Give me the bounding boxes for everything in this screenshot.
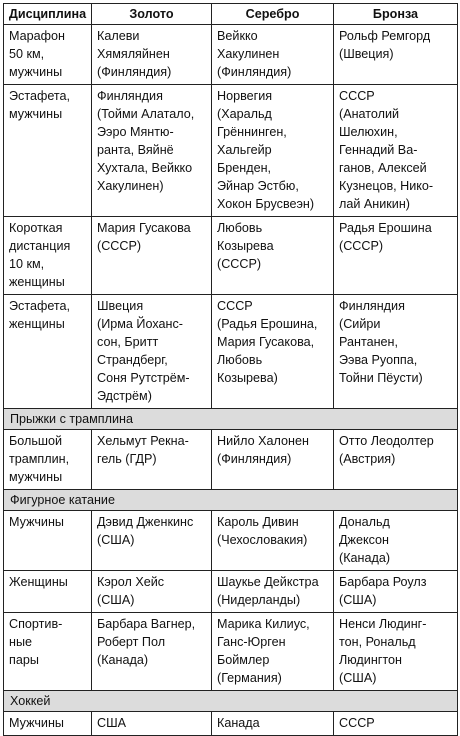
bronze-cell: Ненси Людинг- тон, Рональд Людингтон (США) [334,613,458,691]
bronze-cell: СССР [334,712,458,736]
header-bronze: Бронза [334,4,458,25]
discipline-cell: Эстафета, мужчины [4,85,92,217]
gold-cell: Хельмут Рекна- гель (ГДР) [92,430,212,490]
table-row [4,712,458,736]
medals-table [3,3,458,736]
discipline-cell: Спортив- ные пары [4,613,92,691]
table-row [4,295,458,409]
section-hockey: Хоккей [4,691,458,712]
table-row [4,85,458,217]
header-gold: Золото [92,4,212,25]
gold-cell: Мария Гусакова (СССР) [92,217,212,295]
discipline-cell: Женщины [4,571,92,613]
discipline-cell: Марафон 50 км, мужчины [4,25,92,85]
section-row [4,409,458,430]
bronze-cell: Финляндия (Сийри Рантанен, Ээва Руоппа, Тойни Пёусти) [334,295,458,409]
header-silver: Серебро [212,4,334,25]
bronze-cell: Отто Леодолтер (Австрия) [334,430,458,490]
gold-cell: Швеция (Ирма Йоханс- сон, Бритт Страндберг, Соня Рутстрём- Эдстрём) [92,295,212,409]
gold-cell: Барбара Вагнер, Роберт Пол (Канада) [92,613,212,691]
silver-cell: Вейкко Хакулинен (Финляндия) [212,25,334,85]
table-row [4,511,458,571]
table-row [4,430,458,490]
silver-cell: Кароль Дивин (Чехословакия) [212,511,334,571]
gold-cell: Дэвид Дженкинс (США) [92,511,212,571]
discipline-cell: Мужчины [4,511,92,571]
header-row [4,4,458,25]
discipline-cell: Большой трамплин, мужчины [4,430,92,490]
table-row [4,25,458,85]
gold-cell: США [92,712,212,736]
discipline-cell: Мужчины [4,712,92,736]
discipline-cell: Короткая дистанция 10 км, женщины [4,217,92,295]
bronze-cell: Радья Ерошина (СССР) [334,217,458,295]
gold-cell: Кэрол Хейс (США) [92,571,212,613]
gold-cell: Финляндия (Тойми Алатало, Ээро Мянтю- ранта, Вяйнё Хухтала, Вейкко Хакулинен) [92,85,212,217]
bronze-cell: СССР (Анатолий Шелюхин, Геннадий Ва- ганов, Алексей Кузнецов, Нико- лай Аникин) [334,85,458,217]
section-row [4,490,458,511]
bronze-cell: Дональд Джексон (Канада) [334,511,458,571]
bronze-cell: Рольф Ремгорд (Швеция) [334,25,458,85]
silver-cell: Нийло Халонен (Финляндия) [212,430,334,490]
table-row [4,217,458,295]
silver-cell: Шаукье Дейкстра (Нидерланды) [212,571,334,613]
section-ski-jumping: Прыжки с трамплина [4,409,458,430]
silver-cell: Любовь Козырева (СССР) [212,217,334,295]
silver-cell: Марика Килиус, Ганс-Юрген Боймлер (Германия) [212,613,334,691]
bronze-cell: Барбара Роулз (США) [334,571,458,613]
section-row [4,691,458,712]
silver-cell: Норвегия (Харальд Грённинген, Хальгейр Бренден, Эйнар Эстбю, Хокон Брусвеэн) [212,85,334,217]
gold-cell: Калеви Хямяляйнен (Финляндия) [92,25,212,85]
table-row [4,613,458,691]
discipline-cell: Эстафета, женщины [4,295,92,409]
header-discipline: Дисциплина [4,4,92,25]
silver-cell: СССР (Радья Ерошина, Мария Гусакова, Любовь Козырева) [212,295,334,409]
silver-cell: Канада [212,712,334,736]
section-figure-skating: Фигурное катание [4,490,458,511]
table-row [4,571,458,613]
